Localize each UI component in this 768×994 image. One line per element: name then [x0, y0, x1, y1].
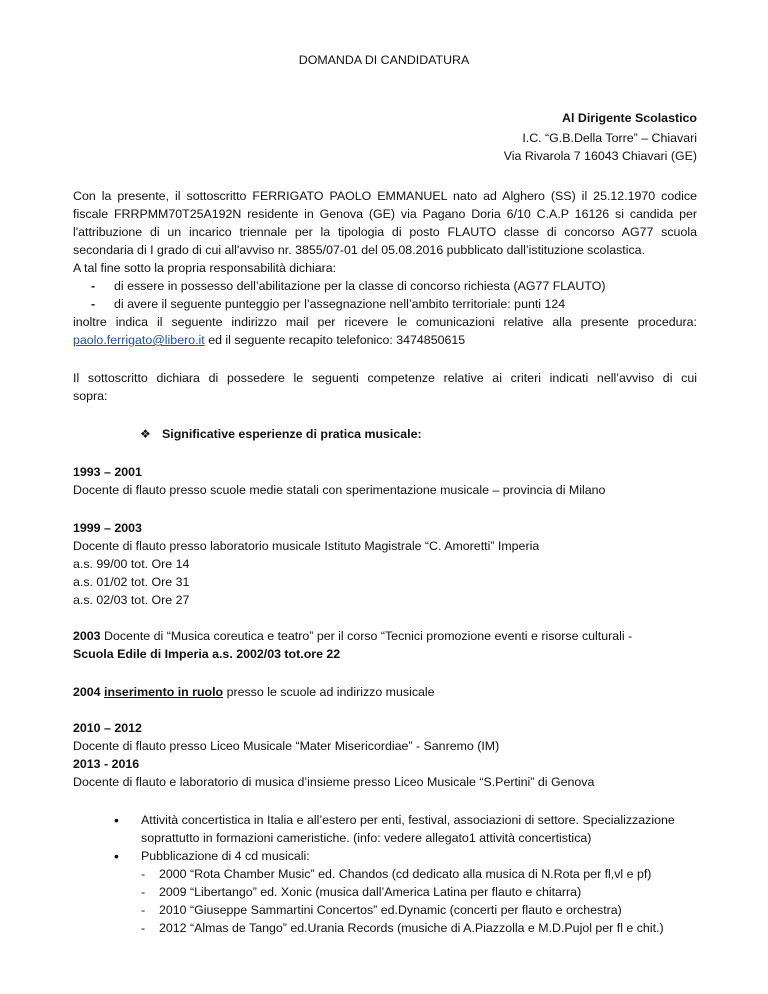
- dash-marker: -: [91, 297, 96, 311]
- declaration-punteggio: di avere il seguente punteggio per l’assegnazione nell’ambito territoriale: punti 124: [114, 297, 566, 311]
- intro-line-4: secondaria di I grado di cui all'avviso nr. 3855/07-01 del 05.08.2016 pubblicato dall’istituzione scolastica.: [73, 243, 646, 257]
- experience-hours: a.s. 99/00 tot. Ore 14: [73, 557, 190, 571]
- experience-text: Docente di flauto presso laboratorio musicale Istituto Magistrale “C. Amoretti” Imperia: [73, 539, 540, 553]
- recipient-address: Via Rivarola 7 16043 Chiavari (GE): [503, 149, 697, 163]
- bullet-text: Pubblicazione di 4 cd musicali:: [141, 849, 310, 863]
- competenze-line-1: Il sottoscritto dichiara di possedere le seguenti competenze relative ai criteri indicati nell’avviso di cui: [73, 371, 697, 385]
- intro-line-5: A tal fine sotto la propria responsabilità dichiara:: [73, 261, 337, 275]
- experience-years: 1999 – 2003: [73, 521, 142, 535]
- experience-years: 1993 – 2001: [73, 465, 142, 479]
- dash-marker: -: [141, 885, 146, 899]
- experience-text: presso le scuole ad indirizzo musicale: [223, 685, 435, 699]
- experience-hours: a.s. 01/02 tot. Ore 31: [73, 575, 190, 589]
- bullet-icon: •: [114, 848, 119, 864]
- cd-text: 2000 “Rota Chamber Music” ed. Chandos (cd dedicato alla musica di N.Rota per fl,vl e pf): [159, 867, 652, 881]
- dash-marker: -: [141, 921, 146, 935]
- dash-marker: -: [141, 903, 146, 917]
- declaration-abilitazione: di essere in possesso dell’abilitazione per la classe di concorso richiesta (AG77 FLAUTO): [114, 279, 606, 293]
- bullet-text: soprattutto in formazioni cameristiche. (info: vedere allegato1 attività concertistica): [141, 831, 592, 845]
- experience-text: Docente di flauto presso Liceo Musicale “Mater Misericordiae” - Sanremo (IM): [73, 739, 500, 753]
- recipient-title: Al Dirigente Scolastico: [562, 111, 697, 125]
- contact-line: [73, 332, 465, 349]
- experience-years: 2010 – 2012: [73, 721, 142, 735]
- experience-hours: a.s. 02/03 tot. Ore 27: [73, 593, 190, 607]
- cd-text: 2012 “Almas de Tango” ed.Urania Records (musiche di A.Piazzolla e M.D.Pujol per fl e chit.): [159, 921, 664, 935]
- bullet-text: Attività concertistica in Italia e all’estero per enti, festival, associazioni di settore. Specializzazione: [141, 813, 675, 827]
- experience-2003: [73, 628, 632, 645]
- document-title: DOMANDA DI CANDIDATURA: [298, 53, 470, 67]
- intro-line-2: fiscale FRRPMM70T25A192N residente in Genova (GE) via Pagano Doria 6/10 C.A.P 16126 si candida per: [73, 207, 697, 221]
- cd-text: 2009 “Libertango” ed. Xonic (musica dall’America Latina per flauto e chitarra): [159, 885, 582, 899]
- email-link[interactable]: paolo.ferrigato@libero.it: [73, 333, 205, 347]
- phone-text: ed il seguente recapito telefonico: 3474850615: [204, 333, 466, 347]
- diamond-bullet-icon: ❖: [140, 427, 151, 441]
- intro-line-6: inoltre indica il seguente indirizzo mail per ricevere le comunicazioni relative alla presente procedura:: [73, 315, 697, 329]
- experience-text: Docente di “Musica coreutica e teatro” per il corso “Tecnici promozione eventi e risorse culturali -: [100, 629, 633, 643]
- intro-line-1: Con la presente, il sottoscritto FERRIGATO PAOLO EMMANUEL nato ad Alghero (SS) il 25.12.1970 codice: [73, 189, 697, 203]
- intro-line-3: l'attribuzione di un incarico triennale per la tipologia di posto FLAUTO classe di concorso AG77 scuola: [73, 225, 697, 239]
- experience-year: 2003: [73, 629, 101, 643]
- experience-text: Scuola Edile di Imperia a.s. 2002/03 tot.ore 22: [73, 647, 341, 661]
- section-heading-text: Significative esperienze di pratica musicale:: [162, 427, 422, 441]
- experience-text: Docente di flauto e laboratorio di musica d’insieme presso Liceo Musicale “S.Pertini” di Genova: [73, 775, 595, 789]
- recipient-school: I.C. “G.B.Della Torre” – Chiavari: [522, 131, 697, 145]
- experience-year: 2004: [73, 685, 101, 699]
- cd-text: 2010 “Giuseppe Sammartini Concertos” ed.Dynamic (concerti per flauto e orchestra): [159, 903, 622, 917]
- experience-2004: [73, 684, 435, 701]
- ruolo-text: inserimento in ruolo: [104, 685, 224, 699]
- experience-text: Docente di flauto presso scuole medie statali con sperimentazione musicale – provincia di Milano: [73, 483, 606, 497]
- competenze-line-2: sopra:: [73, 389, 108, 403]
- dash-marker: -: [141, 867, 146, 881]
- bullet-icon: •: [114, 812, 119, 828]
- experience-years: 2013 - 2016: [73, 757, 140, 771]
- dash-marker: -: [91, 279, 96, 293]
